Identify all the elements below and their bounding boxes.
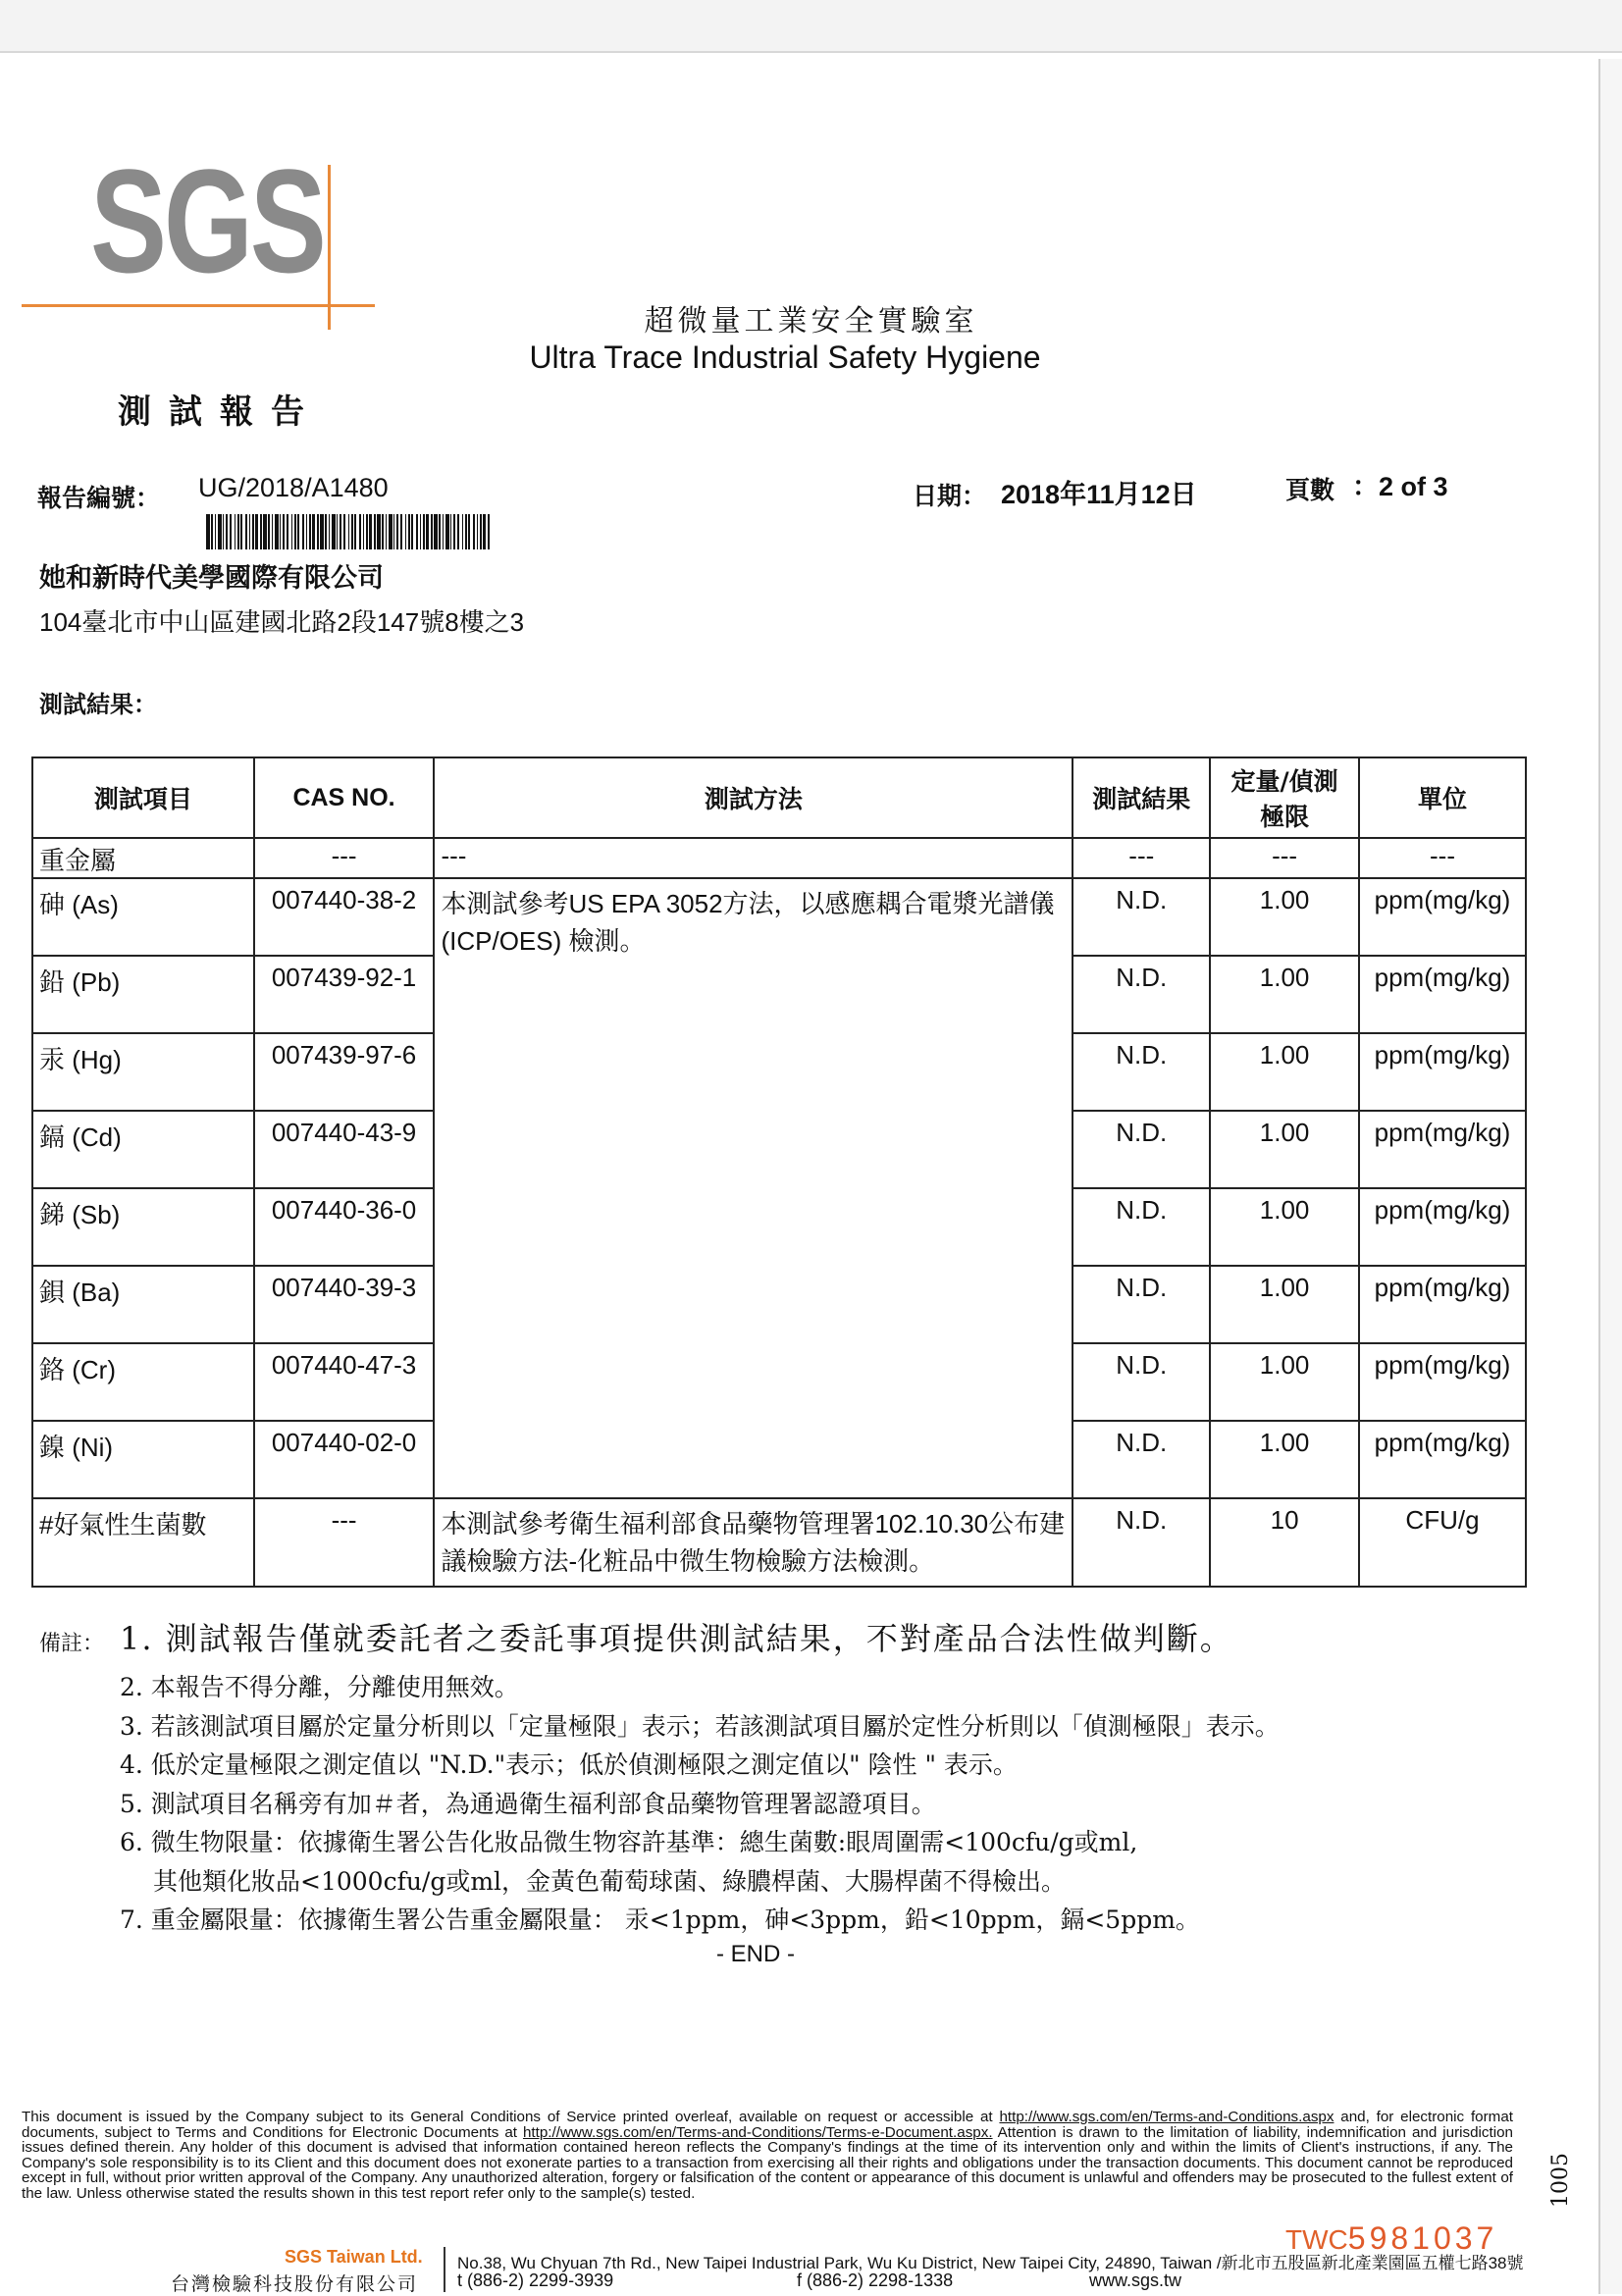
company-name-zh: 台灣檢驗科技股份有限公司 (171, 2273, 419, 2295)
company-website[interactable]: www.sgs.tw (1089, 2270, 1182, 2290)
cell-limit: 1.00 (1210, 1266, 1359, 1343)
lab-name-zh: 超微量工業安全實驗室 (644, 304, 978, 339)
cell-item: #好氣性生菌數 (32, 1498, 254, 1587)
company-fax: f (886-2) 2298-1338 (797, 2270, 954, 2290)
barcode-bar (490, 514, 491, 549)
cell-cas: 007440-36-0 (254, 1188, 435, 1266)
cell-cas: 007440-47-3 (254, 1343, 435, 1421)
cell-unit: --- (1359, 838, 1526, 878)
cell-limit: 1.00 (1210, 1343, 1359, 1421)
cell-unit: ppm(mg/kg) (1359, 878, 1526, 956)
cell-limit: 1.00 (1210, 956, 1359, 1033)
report-date: 2018年11月12日 (1001, 480, 1197, 509)
disclaimer-part-3: Attention is drawn to the limitation of liability, indemnification and jurisdiction issues defined therein. Any holder of this document is advised that information contained hereon reflects the Company's findings at the time of its intervention only and within the limits of Client's instructions, if any. The Company's sole responsibility is to its Client and this document does not exonerate parties to a transaction from exercising all their rights and obligations under the transaction documents. This document cannot be reproduced except in full, without prior written approval of the Company. Any unauthorized alteration, forgery or falsification of the content or appearance of this document is unlawful and offenders may be prosecuted to the fullest extent of the law. Unless otherwise stated the results shown in this test report refer only to the sample(s) tested. (22, 2123, 1513, 2202)
page-label: 頁數 (1285, 476, 1335, 504)
report-number-label: 報告編號： (37, 484, 161, 512)
cell-unit: ppm(mg/kg) (1359, 1421, 1526, 1498)
cell-cas: 007440-02-0 (254, 1421, 435, 1498)
notes-label: 備註： (39, 1632, 105, 1656)
cell-item: 銻 (Sb) (32, 1188, 254, 1266)
cell-result: --- (1073, 838, 1210, 878)
cell-unit: ppm(mg/kg) (1359, 1111, 1526, 1188)
cell-result: N.D. (1073, 1498, 1210, 1587)
cell-method: --- (434, 838, 1073, 878)
scan-border-top (0, 0, 1622, 53)
cell-item: 鉻 (Cr) (32, 1343, 254, 1421)
note-6a: 6. 微生物限量：依據衛生署公告化妝品微生物容許基準：總生菌數:眼周圍需<100cfu/g或ml, (120, 1828, 1138, 1856)
cell-item: 汞 (Hg) (32, 1033, 254, 1111)
side-page-number: 1005 (1548, 2153, 1573, 2208)
report-number: UG/2018/A1480 (198, 473, 389, 502)
cell-unit: ppm(mg/kg) (1359, 1188, 1526, 1266)
cell-method: 本測試參考衛生福利部食品藥物管理署102.10.30公布建議檢驗方法-化粧品中微生物檢驗方法檢測。 (434, 1498, 1073, 1587)
cell-result: N.D. (1073, 956, 1210, 1033)
sgs-logo: SGS (90, 138, 324, 303)
cell-unit: CFU/g (1359, 1498, 1526, 1587)
lab-name-en: Ultra Trace Industrial Safety Hygiene (529, 339, 1041, 375)
cell-result: N.D. (1073, 1266, 1210, 1343)
table-row-group (32, 838, 1526, 878)
cell-result: N.D. (1073, 1343, 1210, 1421)
disclaimer (22, 2110, 1513, 2202)
cell-result: N.D. (1073, 1188, 1210, 1266)
note-1: 1. 測試報告僅就委託者之委託事項提供測試結果，不對產品合法性做判斷。 (120, 1620, 1233, 1657)
e-document-terms-link[interactable]: http://www.sgs.com/en/Terms-and-Conditions/Terms-e-Document.aspx. (522, 2123, 993, 2141)
page-number: ：2 of 3 (1352, 472, 1448, 501)
table-row (32, 878, 1526, 956)
cell-cas: 007440-38-2 (254, 878, 435, 956)
cell-limit: 1.00 (1210, 1188, 1359, 1266)
terms-link[interactable]: http://www.sgs.com/en/Terms-and-Conditions.aspx (999, 2109, 1334, 2125)
col-header-item: 測試項目 (32, 757, 254, 838)
cell-unit: ppm(mg/kg) (1359, 1266, 1526, 1343)
cell-method-metals: 本測試參考US EPA 3052方法，以感應耦合電漿光譜儀(ICP/OES) 檢測。 (434, 878, 1073, 1498)
cell-result: N.D. (1073, 1111, 1210, 1188)
cell-item: 重金屬 (32, 838, 254, 878)
company-address: No.38, Wu Chyuan 7th Rd., New Taipei Industrial Park, Wu Ku District, New Taipei City, 24890, Taiwan /新北市五股區新北產業園區五權七路38號 (457, 2254, 1524, 2272)
disclaimer-part-2: and, for electronic format documents, subject to Terms and Conditions for Electronic Documents at (22, 2109, 1513, 2141)
cell-cas: 007440-39-3 (254, 1266, 435, 1343)
serial-prefix: TWC (1285, 2224, 1348, 2255)
cell-result: N.D. (1073, 878, 1210, 956)
cell-unit: ppm(mg/kg) (1359, 956, 1526, 1033)
cell-cas: --- (254, 1498, 435, 1587)
cell-result: N.D. (1073, 1421, 1210, 1498)
cell-limit: 1.00 (1210, 1111, 1359, 1188)
cell-limit: 1.00 (1210, 1033, 1359, 1111)
barcode (206, 514, 775, 549)
note-2: 2. 本報告不得分離，分離使用無效。 (120, 1673, 519, 1701)
client-name: 她和新時代美學國際有限公司 (39, 563, 384, 593)
scan-border-right (1598, 59, 1622, 2294)
cell-result: N.D. (1073, 1033, 1210, 1111)
results-label: 測試結果： (39, 690, 157, 718)
col-header-cas: CAS NO. (254, 757, 435, 838)
client-address: 104臺北市中山區建國北路2段147號8樓之3 (39, 607, 525, 637)
cell-cas: --- (254, 838, 435, 878)
note-7: 7. 重金屬限量：依據衛生署公告重金屬限量： 汞<1ppm，砷<3ppm，鉛<10ppm，鎘<5ppm。 (120, 1905, 1200, 1934)
company-phone: t (886-2) 2299-3939 (457, 2270, 614, 2290)
results-table (31, 757, 1527, 1588)
cell-cas: 007440-43-9 (254, 1111, 435, 1188)
note-6b: 其他類化妝品<1000cfu/g或ml，金黃色葡萄球菌、綠膿桿菌、大腸桿菌不得檢出。 (153, 1867, 1067, 1896)
cell-limit: 10 (1210, 1498, 1359, 1587)
cell-limit: 1.00 (1210, 878, 1359, 956)
end-marker: - END - (716, 1941, 795, 1967)
note-4: 4. 低於定量極限之測定值以 "N.D."表示；低於偵測極限之測定值以" 陰性 " 表示。 (120, 1750, 1018, 1779)
serial-digits: 5981037 (1347, 2220, 1498, 2256)
cell-unit: ppm(mg/kg) (1359, 1343, 1526, 1421)
table-header-row (32, 757, 1526, 838)
col-header-result: 測試結果 (1073, 757, 1210, 838)
cell-item: 鎘 (Cd) (32, 1111, 254, 1188)
serial-number (1285, 2220, 1497, 2257)
cell-item: 砷 (As) (32, 878, 254, 956)
company-name-en: SGS Taiwan Ltd. (285, 2247, 423, 2267)
note-3: 3. 若該測試項目屬於定量分析則以「定量極限」表示；若該測試項目屬於定性分析則以「偵測極限」表示。 (120, 1712, 1280, 1741)
cell-cas: 007439-97-6 (254, 1033, 435, 1111)
note-5: 5. 測試項目名稱旁有加＃者，為通過衛生福利部食品藥物管理署認證項目。 (120, 1790, 936, 1818)
table-row-micro (32, 1498, 1526, 1587)
col-header-limit: 定量/偵測極限 (1210, 757, 1359, 838)
cell-item: 鎳 (Ni) (32, 1421, 254, 1498)
cell-cas: 007439-92-1 (254, 956, 435, 1033)
cell-item: 鉛 (Pb) (32, 956, 254, 1033)
col-header-unit: 單位 (1359, 757, 1526, 838)
cell-limit: --- (1210, 838, 1359, 878)
disclaimer-part-1: This document is issued by the Company subject to its General Conditions of Service printed overleaf, available on request or accessible at (22, 2109, 1000, 2125)
footer-separator (444, 2247, 445, 2292)
date-label: 日期： (913, 482, 987, 510)
col-header-method: 測試方法 (434, 757, 1073, 838)
cell-limit: 1.00 (1210, 1421, 1359, 1498)
report-title: 測試報告 (118, 392, 322, 432)
cell-unit: ppm(mg/kg) (1359, 1033, 1526, 1111)
cell-item: 鋇 (Ba) (32, 1266, 254, 1343)
